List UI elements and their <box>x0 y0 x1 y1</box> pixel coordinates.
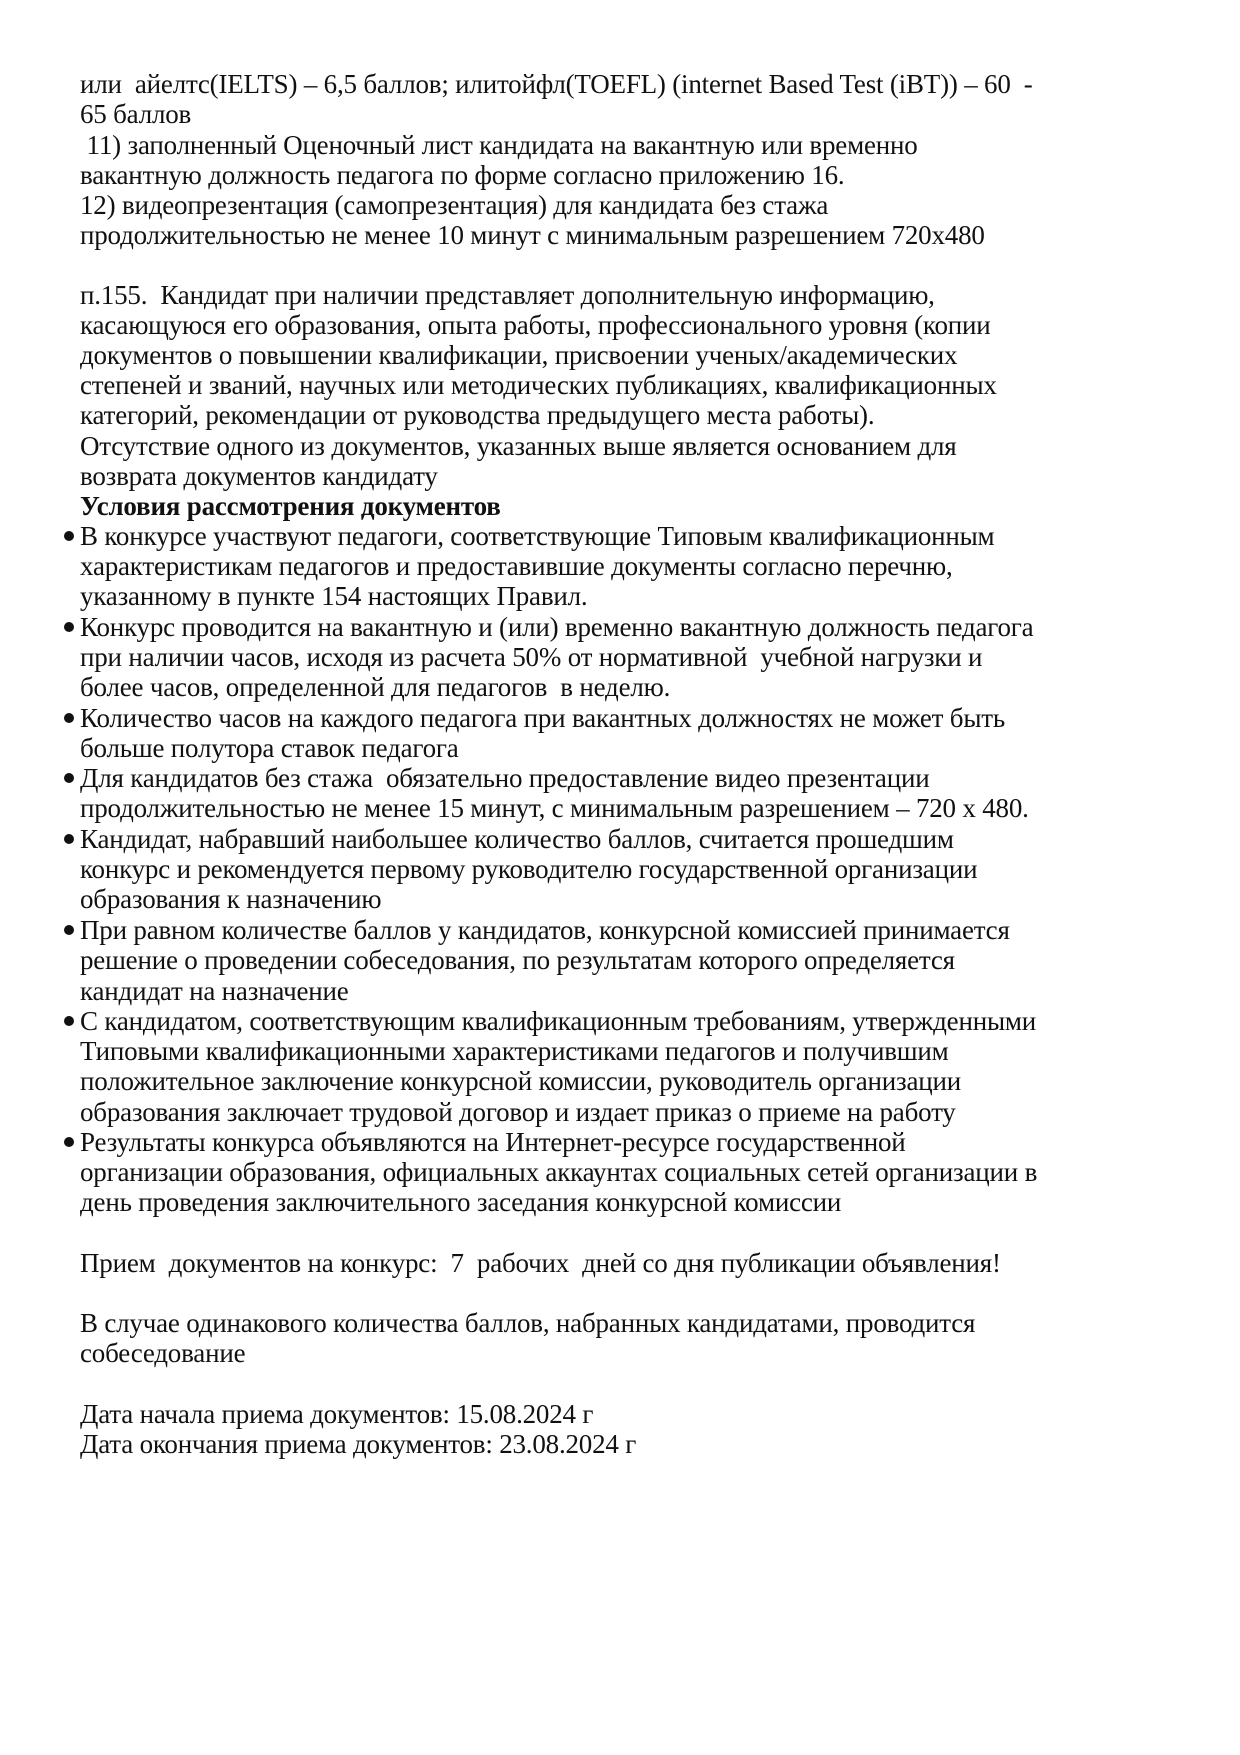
intro-line: продолжительностью не менее 10 минут с минимальным разрешением 720x480 <box>80 220 985 250</box>
condition-line: образования к назначению <box>80 884 382 914</box>
condition-line: конкурс и рекомендуется первому руководителю государственной организации <box>80 854 978 884</box>
condition-line: Кандидат, набравший наибольшее количество баллов, считается прошедшим <box>80 824 954 854</box>
bullet-icon <box>64 531 74 541</box>
bullet-icon <box>64 773 74 783</box>
condition-line: продолжительностью не менее 15 минут, с минимальным разрешением – 720 х 480. <box>80 793 1029 823</box>
condition-line: кандидат на назначение <box>80 976 349 1006</box>
bullet-icon <box>64 834 74 844</box>
paragraph-line: возврата документов кандидату <box>80 461 438 491</box>
condition-line: Типовыми квалификационными характеристиками педагогов и получившим <box>80 1036 949 1066</box>
paragraph-line: степеней и званий, научных или методических публикациях, квалификационных <box>80 370 997 400</box>
condition-line: С кандидатом, соответствующим квалификационным требованиям, утвержденными <box>80 1006 1037 1036</box>
start-date: Дата начала приема документов: 15.08.2024 г <box>80 1399 594 1429</box>
bullet-icon <box>64 1137 74 1147</box>
intro-line: 65 баллов <box>80 99 192 129</box>
condition-line: характеристикам педагогов и предоставившие документы согласно перечню, <box>80 551 953 581</box>
paragraph-line: категорий, рекомендации от руководства предыдущего места работы). <box>80 400 875 430</box>
intro-line: 12) видеопрезентация (самопрезентация) для кандидата без стажа <box>80 190 829 220</box>
condition-line: Результаты конкурса объявляются на Интернет-ресурсе государственной <box>80 1127 906 1157</box>
paragraph-line: документов о повышении квалификации, присвоении ученых/академических <box>80 340 958 370</box>
condition-line: более часов, определенной для педагогов в неделю. <box>80 672 671 702</box>
condition-line: В конкурсе участвуют педагоги, соответствующие Типовым квалификационным <box>80 521 995 551</box>
tie-note-line: собеседование <box>80 1338 246 1368</box>
bullet-icon <box>64 925 74 935</box>
intro-line: вакантную должность педагога по форме согласно приложению 16. <box>80 160 845 190</box>
condition-line: больше полутора ставок педагога <box>80 733 459 763</box>
intro-line: или айелтс(IELTS) – 6,5 баллов; илитойфл(TOEFL) (internet Based Test (iBT)) – 60 - <box>80 69 1033 99</box>
condition-line: При равном количестве баллов у кандидатов, конкурсной комиссией принимается <box>80 915 1010 945</box>
condition-line: образования заключает трудовой договор и издает приказ о приеме на работу <box>80 1097 956 1127</box>
condition-line: положительное заключение конкурсной комиссии, руководитель организации <box>80 1066 961 1096</box>
condition-line: решение о проведении собеседования, по результатам которого определяется <box>80 945 955 975</box>
condition-line: указанному в пункте 154 настоящих Правил. <box>80 581 588 611</box>
bullet-icon <box>64 713 74 723</box>
paragraph-line: касающуюся его образования, опыта работы, профессионального уровня (копии <box>80 310 991 340</box>
condition-line: Количество часов на каждого педагога при вакантных должностях не может быть <box>80 703 1005 733</box>
intro-line: 11) заполненный Оценочный лист кандидата на вакантную или временно <box>80 130 918 160</box>
paragraph-line: п.155. Кандидат при наличии представляет дополнительную информацию, <box>80 280 935 310</box>
bullet-icon <box>64 1016 74 1026</box>
paragraph-line: Отсутствие одного из документов, указанных выше является основанием для <box>80 431 957 461</box>
bullet-icon <box>64 622 74 632</box>
acceptance-period: Прием документов на конкурс: 7 рабочих дней со дня публикации объявления! <box>80 1248 1001 1278</box>
tie-note-line: В случае одинакового количества баллов, набранных кандидатами, проводится <box>80 1308 976 1338</box>
condition-line: Для кандидатов без стажа обязательно предоставление видео презентации <box>80 763 930 793</box>
condition-line: Конкурс проводится на вакантную и (или) временно вакантную должность педагога <box>80 612 1034 642</box>
conditions-heading: Условия рассмотрения документов <box>80 491 501 521</box>
condition-line: день проведения заключительного заседания конкурсной комиссии <box>80 1187 842 1217</box>
condition-line: организации образования, официальных аккаунтах социальных сетей организации в <box>80 1157 1038 1187</box>
condition-line: при наличии часов, исходя из расчета 50% от нормативной учебной нагрузки и <box>80 642 983 672</box>
end-date: Дата окончания приема документов: 23.08.2024 г <box>80 1429 637 1459</box>
